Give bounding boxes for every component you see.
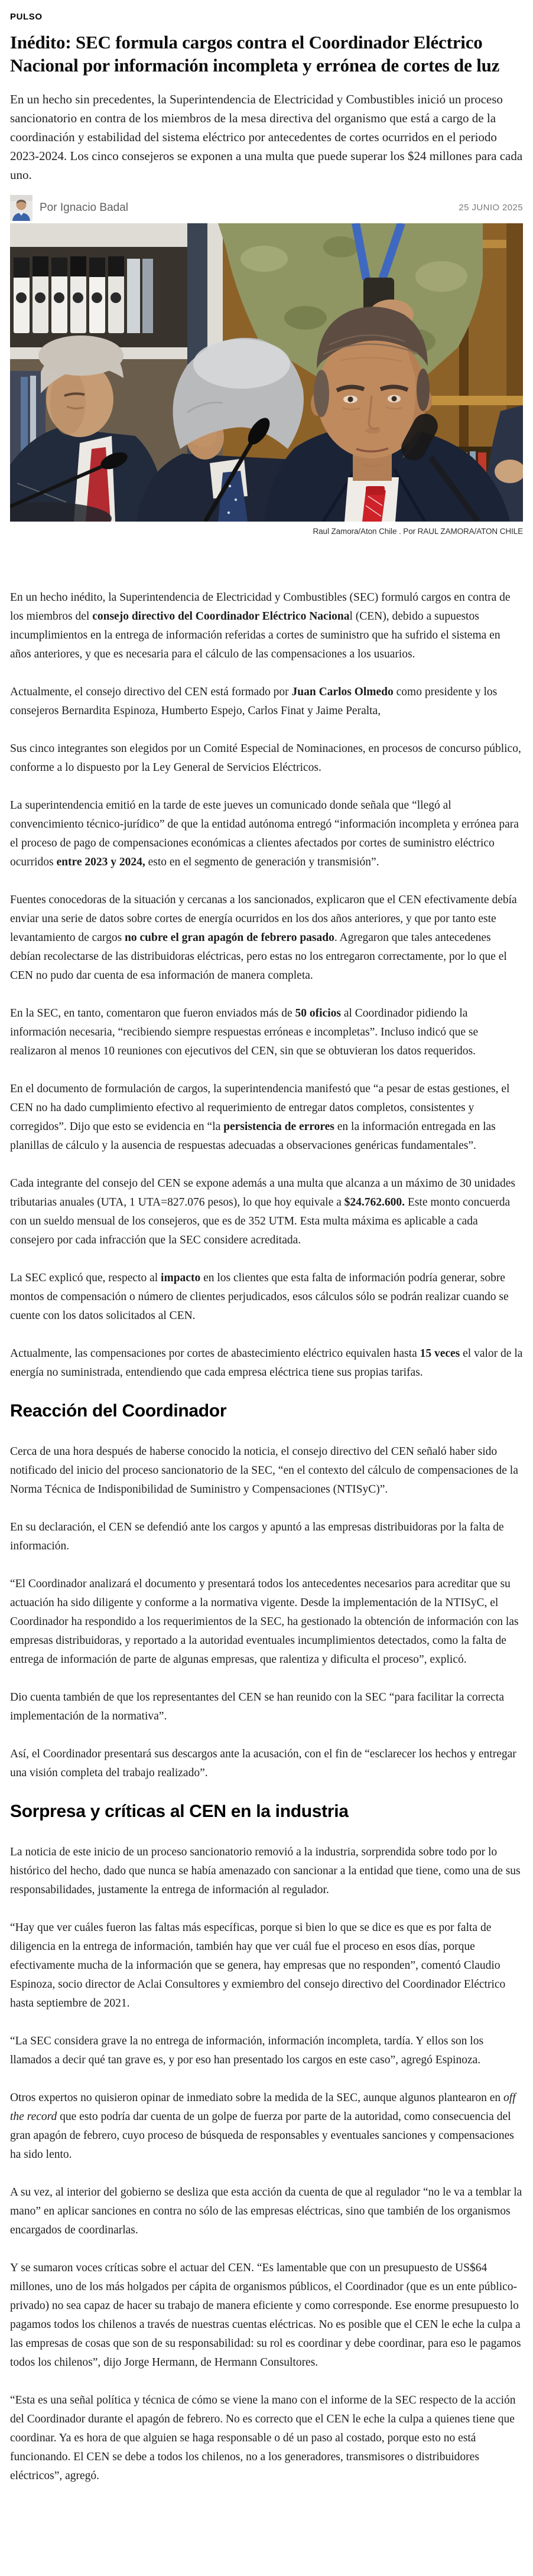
article-paragraph	[10, 2391, 523, 2486]
article-paragraph	[10, 683, 523, 721]
author-avatar-image	[10, 195, 32, 221]
article-paragraph	[10, 1442, 523, 1499]
headline: Inédito: SEC formula cargos contra el Coordinador Eléctrico Nacional por información incompleta y errónea de cortes de luz	[10, 32, 500, 76]
text-run: En su declaración, el CEN se defendió ante los cargos y apuntó a las empresas distribuidoras por la falta de información.	[10, 1521, 504, 1552]
article-paragraph	[10, 2183, 523, 2240]
section-heading: Sorpresa y críticas al CEN en la industria	[10, 1802, 349, 1821]
article-paragraph	[10, 1518, 523, 1556]
text-run: . Agregaron que tales antecedenes debían recolectarse de las distribuidoras eléctricas, pero estas no los entregaron correctamente, por lo que el CEN no pudo dar cuenta de esa información de manera completa.	[10, 932, 507, 982]
text-run: Otros expertos no quisieron opinar de inmediato sobre la medida de la SEC, aunque algunos plantearon en	[10, 2092, 504, 2104]
article-paragraph	[10, 1080, 523, 1155]
text-run: como presidente y los consejeros Bernardita Espinoza, Humberto Espejo, Carlos Finat y Jaime Peralta,	[10, 686, 498, 717]
bold-text: Juan Carlos Olmedo	[291, 686, 394, 698]
text-run: Este monto concuerda con un sueldo mensual de los consejeros, que es de 352 UTM. Esta multa máxima es aplicable a cada consejero por cada infracción que la SEC considere acreditada.	[10, 1196, 511, 1246]
article-paragraph	[10, 1174, 523, 1250]
bold-text: impacto	[161, 1272, 201, 1284]
photo-caption: Raul Zamora/Aton Chile . Por RAUL ZAMORA/ATON CHILE	[313, 527, 523, 536]
bold-text: persistencia de errores	[223, 1121, 334, 1133]
bold-text: 50 oficios	[295, 1007, 341, 1020]
article-paragraph	[10, 2259, 523, 2372]
text-run: “El Coordinador analizará el documento y presentará todos los antecedentes necesarios para acreditar que su actuación ha sido diligente y conforme a la normativa vigente. Desde la implementación de la NTISyC, el Coordinador ha respondido a los requerimientos de la SEC, ha gestionado la obtención de información con las empresas distribuidoras, y reportado a la autoridad eventuales incumplimientos detectados, como la falta de entrega de información de parte de algunas empresas, que ralentiza y dificulta el proceso”, explicó.	[10, 1578, 519, 1666]
article-photo	[10, 223, 523, 522]
article-paragraph	[10, 2089, 523, 2164]
author-avatar[interactable]	[10, 195, 32, 221]
bold-text: $24.762.600.	[344, 1196, 405, 1209]
article-paragraph	[10, 1269, 523, 1326]
article-paragraph	[10, 1688, 523, 1726]
text-run: Dio cuenta también de que los representantes del CEN se han reunido con la SEC “para facilitar la correcta implementación de la normativa”.	[10, 1691, 504, 1722]
text-run: al Coordinador pidiendo la información necesaria, “recibiendo siempre respuestas erróneas e incompletas”. Incluso indicó que se realizaron al menos 10 reuniones con ejecutivos del CEN, sin que se obtuvieran los datos requeridos.	[10, 1007, 479, 1057]
text-run: esto en el segmento de generación y transmisión”.	[145, 856, 379, 868]
bold-text: 15 veces	[420, 1347, 460, 1360]
section-heading: Reacción del Coordinador	[10, 1401, 227, 1421]
article-paragraph	[10, 2032, 523, 2070]
article-photo-illustration	[10, 223, 523, 522]
article-paragraph	[10, 891, 523, 985]
article-paragraph	[10, 1575, 523, 1669]
text-run: que esto podría dar cuenta de un golpe de fuerza por parte de la autoridad, como consecuencia del gran apagón de febrero, cuyo proceso de búsqueda de responsables y eventuales sanciones y compensaciones ha sido lento.	[10, 2111, 514, 2161]
text-run: “Hay que ver cuáles fueron las faltas más específicas, porque si bien lo que se dice es que es por falta de diligencia en la entrega de información, también hay que ver cuál fue el proceso en esos días, porque efectivamente mucha de la información que se genera, hay empresas que no responden”, comentó Claudio Espinoza, socio director de Aclai Consultores y exmiembro del consejo directivo del Coordinador Eléctrico hasta septiembre de 2021.	[10, 1922, 506, 2010]
text-run: Sus cinco integrantes son elegidos por un Comité Especial de Nominaciones, en procesos de concurso público, conforme a lo dispuesto por la Ley General de Servicios Eléctricos.	[10, 742, 521, 774]
bold-text: no cubre el gran apagón de febrero pasado	[125, 932, 334, 944]
text-run: Cada integrante del consejo del CEN se expone además a una multa que alcanza a un máximo de 30 unidades tributarias anuales (UTA, 1 UTA=827.076 pesos), lo que hoy equivale a	[10, 1177, 515, 1209]
text-run: el valor de la energía no suministrada, entendiendo que cada empresa eléctrica tiene sus propias tarifas.	[10, 1347, 523, 1379]
text-run: En el documento de formulación de cargos, la superintendencia manifestó que “a pesar de estas gestiones, el CEN no ha dado cumplimiento efectivo al requerimiento de entregar datos completos, consistentes y corregidos”. Dijo que esto se evidencia en “la	[10, 1083, 510, 1133]
text-run: en los clientes que esta falta de información podría generar, sobre montos de compensación o número de clientes perjudicados, esos cálculos sólo se podrán realizar cuando se cuente con los datos solicitados al CEN.	[10, 1272, 509, 1322]
article-figure	[10, 223, 523, 536]
text-run: Así, el Coordinador presentará sus descargos ante la acusación, con el fin de “esclarecer los hechos y entregar una visión completa del trabajo realizado”.	[10, 1748, 516, 1779]
article-body	[10, 588, 523, 2486]
lead-paragraph: En un hecho sin precedentes, la Superintendencia de Electricidad y Combustibles inició un proceso sancionatorio en contra de los miembros de la mesa directiva del organismo que está a cargo de la coordinación y estabilidad del sistema eléctrico por antecedentes de cortes ocurridos en el periodo 2023-2024. Los cinco consejeros se exponen a una multa que puede superar los $24 millones para cada uno.	[10, 92, 523, 182]
article-paragraph	[10, 588, 523, 664]
text-run: “La SEC considera grave la no entrega de información, información incompleta, tardía. Y ellos son los llamados a decir qué tan grave es, y por eso han presentado los cargos en este caso”, agregó Espinoza.	[10, 2035, 484, 2066]
text-run: En un hecho inédito, la Superintendencia de Electricidad y Combustibles (SEC) formuló cargos en contra de los miembros del	[10, 591, 511, 623]
text-run: En la SEC, en tanto, comentaron que fueron enviados más de	[10, 1007, 295, 1020]
author-name[interactable]: Por Ignacio Badal	[40, 201, 128, 214]
text-run: Actualmente, las compensaciones por cortes de abastecimiento eléctrico equivalen hasta	[10, 1347, 420, 1360]
article-paragraph	[10, 796, 523, 872]
article-paragraph	[10, 1004, 523, 1061]
article-paragraph	[10, 1843, 523, 1900]
text-run: A su vez, al interior del gobierno se desliza que esta acción da cuenta de que al regulador “no le va a temblar la mano” en aplicar sanciones en contra no sólo de las empresas eléctricas, sino que también de los organismos encargados de coordinarlas.	[10, 2186, 522, 2236]
article-paragraph	[10, 740, 523, 777]
text-run: Actualmente, el consejo directivo del CEN está formado por	[10, 686, 292, 698]
text-run: Fuentes conocedoras de la situación y cercanas a los sancionados, explicaron que el CEN efectivamente debía enviar una serie de datos sobre cortes de energía ocurridos en los dos años anteriores, y que por tanto este levantamiento de cargos	[10, 894, 517, 944]
bold-text: consejo directivo del Coordinador Eléctrico Naciona	[92, 610, 350, 623]
text-run: Y se sumaron voces críticas sobre el actuar del CEN. “Es lamentable que con un presupuesto de US$64 millones, uno de los más holgados per cápita de organismos públicos, el Coordinador (que es un ente público-privado) no sea capaz de hacer su trabajo de manera eficiente y como corresponde. Ese enorme presupuesto lo pagamos todos los chilenos a través de nuestras cuentas eléctricas. No es posible que el CEN le eche la culpa a las empresas de cosas que son de su responsabilidad: su rol es coordinar y debe coordinar, para eso le pagamos todos los chilenos”, dijo Jorge Hermann, de Hermann Consultores.	[10, 2262, 521, 2369]
text-run: en la información entregada en las planillas de cálculo y la ausencia de respuestas adecuadas a observaciones genéricas fundamentales”.	[10, 1121, 496, 1152]
text-run: l (CEN), debido a supuestos incumplimientos en la entrega de información referidas a cortes de suministro que ha sufrido el sistema en años anteriores, y que es necesaria para el cálculo de las compensaciones a los usuarios.	[10, 610, 500, 660]
article-paragraph	[10, 1745, 523, 1783]
article-paragraph	[10, 1919, 523, 2013]
text-run: La SEC explicó que, respecto al	[10, 1272, 161, 1284]
publish-date: 25 JUNIO 2025	[459, 203, 523, 213]
byline-row	[10, 195, 523, 221]
text-run: Cerca de una hora después de haberse conocido la noticia, el consejo directivo del CEN señaló haber sido notificado del inicio del proceso sancionatorio de la SEC, “en el contexto del cálculo de compensaciones de la Norma Técnica de Indisponibilidad de Suministro y Compensaciones (NTISyC)”.	[10, 1445, 518, 1496]
text-run: La superintendencia emitió en la tarde de este jueves un comunicado donde señala que “llegó al convencimiento técnico-jurídico” de que la entidad autónoma entregó “información incompleta y errónea para el proceso de pago de compensaciones económicas a clientes afectados por cortes de suministro eléctrico ocurridos	[10, 799, 519, 868]
bold-text: entre 2023 y 2024,	[56, 856, 145, 868]
text-run: La noticia de este inicio de un proceso sancionatorio removió a la industria, sorprendida sobre todo por lo histórico del hecho, dado que nunca se había amenazado con sancionar a la entidad que tiene, como una de sus responsabilidades, justamente la entrega de información al regulador.	[10, 1846, 521, 1896]
text-run: “Esta es una señal política y técnica de cómo se viene la mano con el informe de la SEC respecto de la acción del Coordinador durante el apagón de febrero. No es correcto que el CEN le eche la culpa a quienes tiene que coordinar. Ya es hora de que alguien se haga responsable o dé un paso al costado, porque esto no está funcionando. El CEN se debe a todos los chilenos, no a los generadores, transmisores o distribuidores eléctricos”, agregó.	[10, 2394, 516, 2482]
section-kicker[interactable]: PULSO	[10, 12, 43, 22]
italic-text: off the record	[10, 2092, 516, 2123]
article-paragraph	[10, 1344, 523, 1382]
